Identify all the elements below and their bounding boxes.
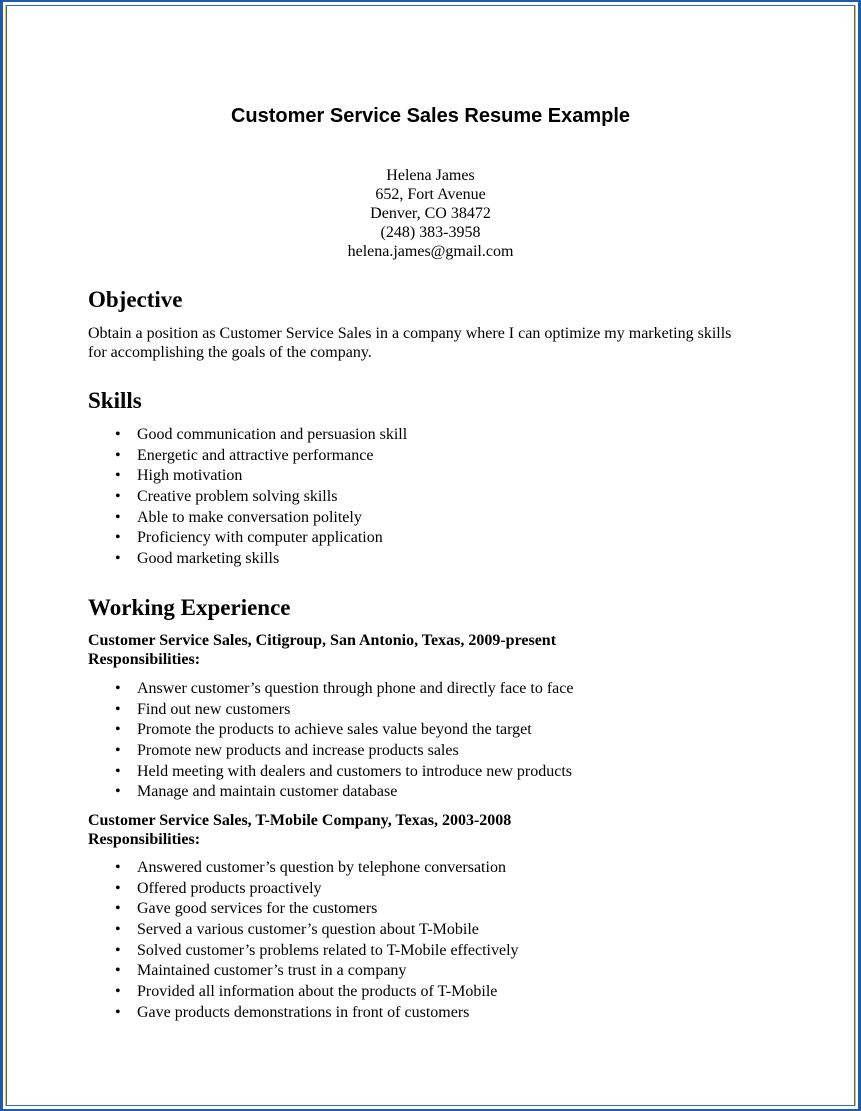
bullet-marker: • (115, 983, 121, 1001)
list-item (88, 782, 573, 803)
list-item-text: Maintained customer’s trust in a company (137, 962, 407, 980)
bullet-marker: • (115, 921, 121, 939)
list-item-text: Gave products demonstrations in front of customers (137, 1003, 470, 1021)
list-item (88, 899, 519, 920)
bullet-marker: • (115, 721, 121, 739)
bullet-marker: • (115, 783, 121, 801)
responsibilities-label: Responsibilities: (88, 831, 201, 848)
bullet-marker: • (115, 488, 121, 506)
list-item-text: Find out new customers (137, 700, 291, 718)
list-item (88, 982, 519, 1003)
list-item (88, 549, 407, 570)
list-item-text: Creative problem solving skills (137, 488, 338, 506)
bullet-marker: • (115, 426, 121, 443)
objective-text (88, 324, 778, 362)
bullet-marker: • (115, 467, 121, 485)
list-item-text: Manage and maintain customer database (137, 783, 398, 801)
bullet-marker: • (115, 680, 121, 697)
list-item-text: Promote new products and increase products sales (137, 742, 459, 760)
bullet-marker: • (115, 879, 121, 897)
list-item (88, 879, 519, 900)
list-item (88, 487, 407, 508)
contact-address: 652, Fort Avenue (375, 186, 486, 203)
responsibilities-list (88, 858, 519, 1024)
bullet-marker: • (115, 446, 121, 464)
objective-line: Obtain a position as Customer Service Sales in a company where I can optimize my marketing skills (88, 325, 732, 342)
list-item-text: Promote the products to achieve sales value beyond the target (137, 721, 532, 739)
list-item-text: Answered customer’s question by telephone conversation (137, 859, 506, 876)
list-item (88, 941, 519, 962)
list-item-text: Good marketing skills (137, 550, 280, 568)
document-title: Customer Service Sales Resume Example (230, 105, 631, 127)
list-item-text: Solved customer’s problems related to T-Mobile effectively (137, 941, 519, 959)
contact-city: Denver, CO 38472 (370, 205, 491, 222)
list-item-text: Good communication and persuasion skill (137, 426, 408, 443)
bullet-marker: • (115, 962, 121, 980)
list-item (88, 425, 407, 446)
job-title: Customer Service Sales, T-Mobile Company, Texas, 2003-2008 (88, 812, 512, 829)
contact-phone: (248) 383-3958 (380, 224, 481, 241)
bullet-marker: • (115, 1003, 121, 1021)
objective-heading: Objective (88, 287, 183, 312)
bullet-marker: • (115, 742, 121, 760)
bullet-marker: • (115, 859, 121, 876)
list-item-text: Able to make conversation politely (137, 508, 362, 526)
list-item-text: Answer customer’s question through phone and directly face to face (137, 680, 574, 697)
bullet-marker: • (115, 762, 121, 780)
bullet-marker: • (115, 529, 121, 547)
skills-heading: Skills (88, 388, 142, 413)
bullet-marker: • (115, 550, 121, 568)
bullet-marker: • (115, 700, 121, 718)
list-item (88, 446, 407, 467)
bullet-marker: • (115, 900, 121, 918)
bullet-marker: • (115, 508, 121, 526)
job-title: Customer Service Sales, Citigroup, San Antonio, Texas, 2009-present (88, 632, 557, 649)
list-item-text: Energetic and attractive performance (137, 446, 374, 464)
list-item-text: Held meeting with dealers and customers to introduce new products (137, 762, 572, 780)
list-item (88, 920, 519, 941)
list-item (88, 1003, 519, 1024)
list-item-text: Served a various customer’s question about T-Mobile (137, 921, 479, 939)
list-item (88, 700, 573, 721)
bullet-marker: • (115, 941, 121, 959)
list-item (88, 720, 573, 741)
list-item (88, 762, 573, 783)
list-item (88, 741, 573, 762)
contact-email: helena.james@gmail.com (347, 243, 514, 260)
list-item (88, 679, 573, 700)
list-item-text: Provided all information about the products of T-Mobile (137, 983, 498, 1001)
experience-heading: Working Experience (88, 595, 291, 620)
list-item (88, 528, 407, 549)
list-item (88, 858, 519, 879)
contact-block (3, 166, 858, 261)
responsibilities-label: Responsibilities: (88, 651, 201, 668)
list-item (88, 508, 407, 529)
responsibilities-list (88, 679, 573, 803)
skills-list (88, 425, 407, 570)
list-item-text: High motivation (137, 467, 243, 485)
objective-line: for accomplishing the goals of the company. (88, 344, 372, 361)
list-item-text: Proficiency with computer application (137, 529, 383, 547)
list-item (88, 466, 407, 487)
list-item (88, 961, 519, 982)
contact-name: Helena James (386, 167, 475, 184)
list-item-text: Offered products proactively (137, 879, 322, 897)
list-item-text: Gave good services for the customers (137, 900, 378, 918)
